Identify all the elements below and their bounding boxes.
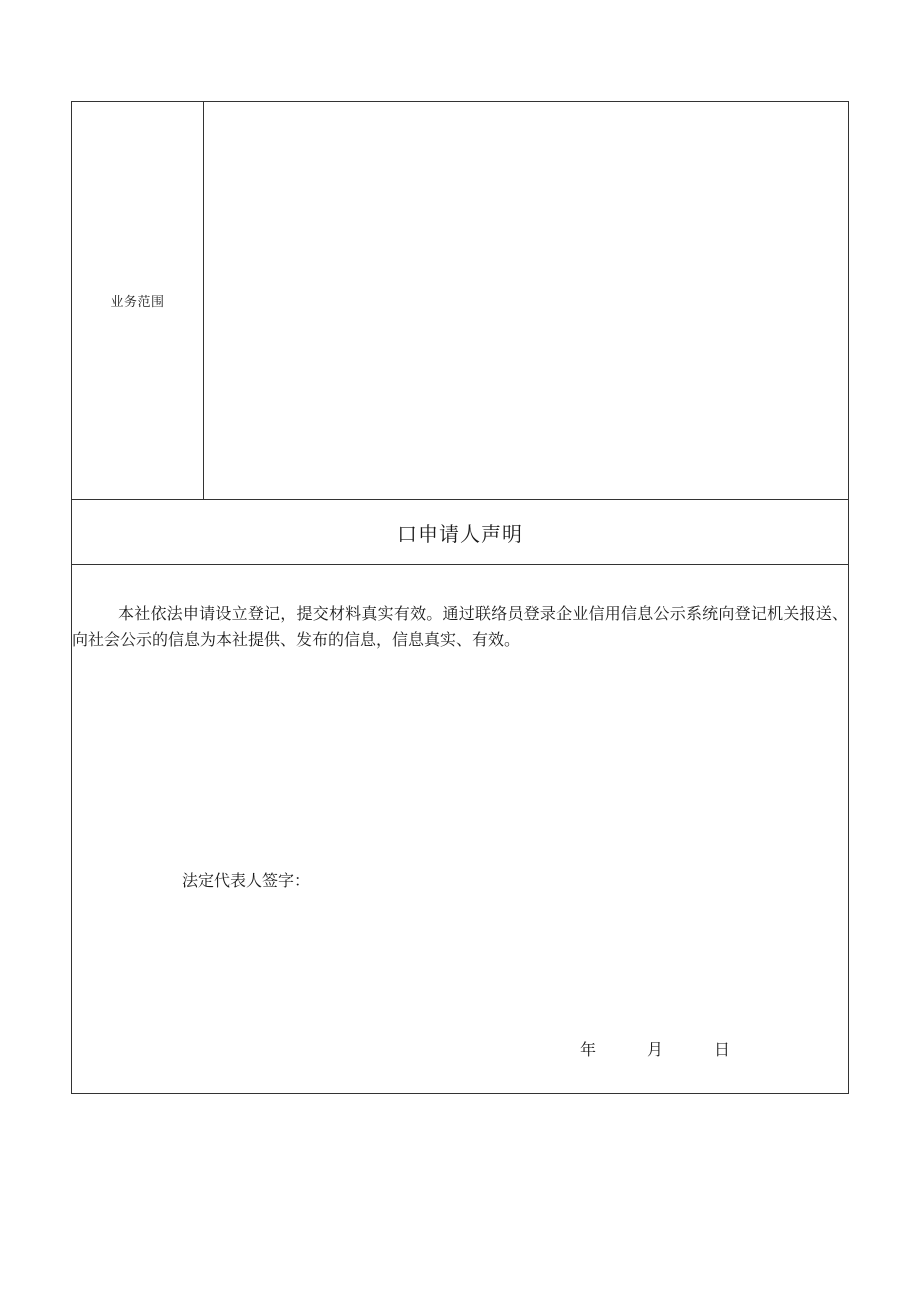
business-scope-label: 业务范围 — [110, 295, 165, 310]
business-scope-row — [72, 102, 848, 500]
declaration-text: 本社依法申请设立登记，提交材料真实有效。通过联络员登录企业信用信息公示系统向登记机关报送、向社会公示的信息为本社提供、发布的信息，信息真实、有效。 — [72, 604, 848, 649]
legal-representative-signature-label: 法定代表人签字： — [182, 871, 311, 890]
registration-form-table — [71, 101, 849, 1094]
date-year-label: 年 — [580, 1040, 597, 1059]
date-day-label: 日 — [714, 1040, 731, 1059]
business-scope-label-cell — [72, 102, 204, 499]
date-month-label: 月 — [647, 1040, 664, 1059]
declaration-heading-row — [72, 500, 848, 565]
business-scope-value-cell[interactable] — [204, 102, 848, 499]
declaration-heading: 口申请人声明 — [397, 521, 523, 546]
declaration-row — [72, 565, 848, 1093]
